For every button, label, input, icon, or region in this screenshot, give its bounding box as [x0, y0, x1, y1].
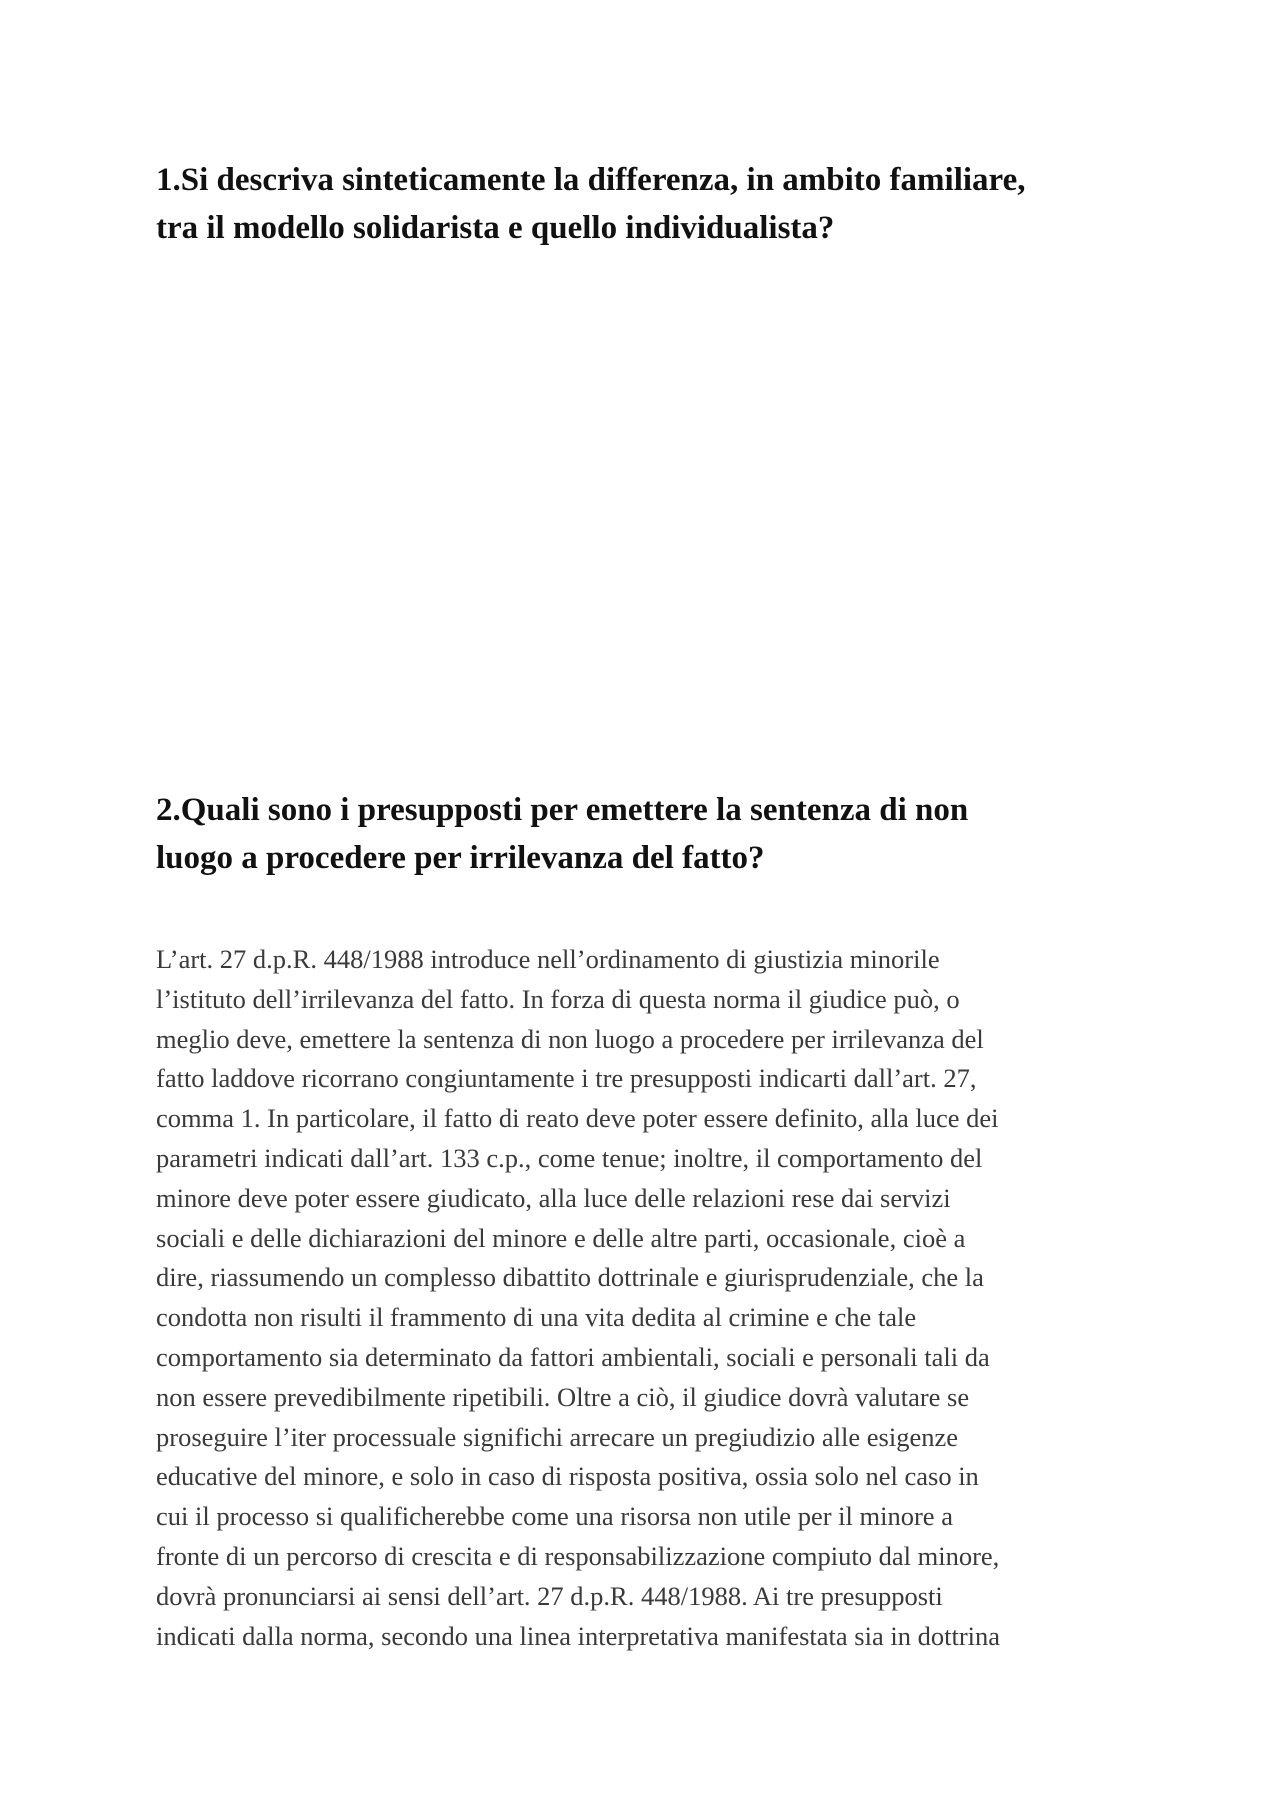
answer-line: comma 1. In particolare, il fatto di reato deve poter essere definito, alla luce dei — [156, 1103, 999, 1134]
question-2-line-1: 2.Quali sono i presupposti per emettere la sentenza di non — [156, 792, 969, 828]
question-2-line-2: luogo a procedere per irrilevanza del fatto? — [156, 840, 765, 876]
answer-line: condotta non risulti il frammento di una vita dedita al crimine e che tale — [156, 1302, 917, 1333]
answer-line: minore deve poter essere giudicato, alla luce delle relazioni rese dai servizi — [156, 1182, 951, 1213]
answer-line: fronte di un percorso di crescita e di responsabilizzazione compiuto dal minore, — [156, 1540, 1000, 1571]
answer-line: dire, riassumendo un complesso dibattito dottrinale e giurisprudenziale, che la — [156, 1262, 984, 1293]
answer-line: cui il processo si qualificherebbe come una risorsa non utile per il minore a — [156, 1501, 953, 1532]
answer-line: indicati dalla norma, secondo una linea interpretativa manifestata sia in dottrina — [156, 1620, 1001, 1651]
answer-line: parametri indicati dall’art. 133 c.p., come tenue; inoltre, il comportamento del — [156, 1142, 983, 1173]
question-1-heading — [156, 156, 1136, 252]
answer-line: l’istituto dell’irrilevanza del fatto. In forza di questa norma il giudice può, o — [156, 983, 960, 1014]
answer-line: meglio deve, emettere la sentenza di non luogo a procedere per irrilevanza del — [156, 1023, 984, 1054]
answer-2-paragraph — [156, 940, 1132, 1656]
question-1-line-2: tra il modello solidarista e quello individualista? — [156, 210, 835, 246]
answer-line: L’art. 27 d.p.R. 448/1988 introduce nell’ordinamento di giustizia minorile — [156, 944, 940, 974]
answer-line: proseguire l’iter processuale significhi arrecare un pregiudizio alle esigenze — [156, 1421, 959, 1452]
answer-line: educative del minore, e solo in caso di risposta positiva, ossia solo nel caso in — [156, 1461, 979, 1492]
question-2-heading — [156, 786, 1136, 882]
answer-line: dovrà pronunciarsi ai sensi dell’art. 27 d.p.R. 448/1988. Ai tre presupposti — [156, 1580, 943, 1611]
answer-line: fatto laddove ricorrano congiuntamente i tre presupposti indicarti dall’art. 27, — [156, 1063, 977, 1094]
answer-line: comportamento sia determinato da fattori ambientali, sociali e personali tali da — [156, 1341, 990, 1372]
question-1-line-1: 1.Si descriva sinteticamente la differenza, in ambito familiare, — [156, 162, 1026, 198]
answer-line: sociali e delle dichiarazioni del minore e delle altre parti, occasionale, cioè a — [156, 1222, 966, 1253]
answer-line: non essere prevedibilmente ripetibili. Oltre a ciò, il giudice dovrà valutare se — [156, 1381, 970, 1412]
